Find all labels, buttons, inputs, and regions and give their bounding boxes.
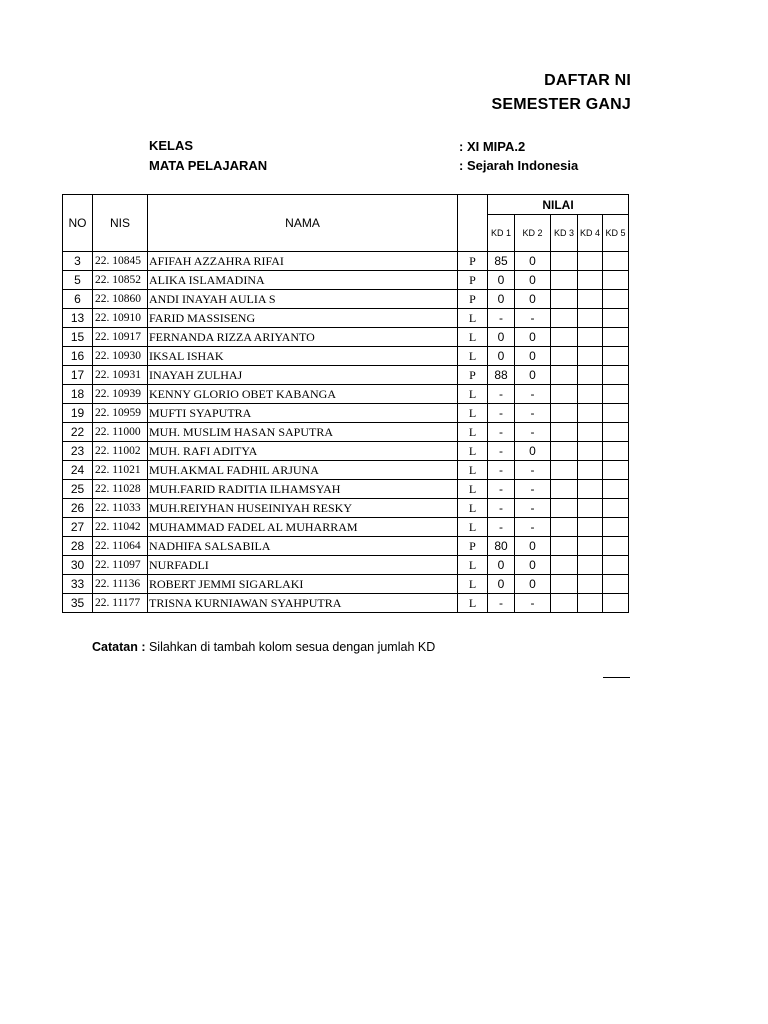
row-kd4 bbox=[578, 309, 603, 328]
row-kd4 bbox=[578, 271, 603, 290]
table-row bbox=[63, 480, 629, 499]
row-kd4 bbox=[578, 556, 603, 575]
table-row bbox=[63, 385, 629, 404]
row-kd2: 0 bbox=[515, 366, 551, 385]
row-nis: 22. 11000 bbox=[93, 423, 148, 442]
col-header-nama: NAMA bbox=[148, 195, 458, 252]
row-kd5 bbox=[603, 575, 629, 594]
row-kd1: 0 bbox=[488, 290, 515, 309]
row-jk: L bbox=[458, 556, 488, 575]
row-kd2: 0 bbox=[515, 537, 551, 556]
grade-table bbox=[62, 194, 629, 613]
row-kd2: 0 bbox=[515, 347, 551, 366]
row-jk: L bbox=[458, 480, 488, 499]
col-header-jk bbox=[458, 195, 488, 252]
row-no: 23 bbox=[63, 442, 93, 461]
table-row bbox=[63, 518, 629, 537]
row-no: 19 bbox=[63, 404, 93, 423]
table-row bbox=[63, 328, 629, 347]
doc-title-line1: DAFTAR NI bbox=[544, 72, 631, 89]
row-nama: ALIKA ISLAMADINA bbox=[148, 271, 458, 290]
row-kd2: - bbox=[515, 518, 551, 537]
mapel-value: : Sejarah Indonesia bbox=[459, 158, 579, 173]
row-nis: 22. 10910 bbox=[93, 309, 148, 328]
row-no: 6 bbox=[63, 290, 93, 309]
row-kd5 bbox=[603, 423, 629, 442]
row-kd2: 0 bbox=[515, 271, 551, 290]
row-kd3 bbox=[551, 385, 578, 404]
row-kd3 bbox=[551, 423, 578, 442]
row-jk: L bbox=[458, 518, 488, 537]
row-no: 33 bbox=[63, 575, 93, 594]
row-kd4 bbox=[578, 366, 603, 385]
row-kd4 bbox=[578, 404, 603, 423]
mapel-label: MATA PELAJARAN bbox=[149, 158, 268, 173]
row-kd4 bbox=[578, 575, 603, 594]
kd-header: KD 1 bbox=[488, 215, 515, 252]
row-kd3 bbox=[551, 328, 578, 347]
row-nama: MUFTI SYAPUTRA bbox=[148, 404, 458, 423]
row-kd3 bbox=[551, 537, 578, 556]
row-kd3 bbox=[551, 252, 578, 271]
row-nama: MUHAMMAD FADEL AL MUHARRAM bbox=[148, 518, 458, 537]
row-jk: L bbox=[458, 575, 488, 594]
row-kd3 bbox=[551, 271, 578, 290]
row-nama: NURFADLI bbox=[148, 556, 458, 575]
row-kd1: 0 bbox=[488, 328, 515, 347]
row-kd3 bbox=[551, 461, 578, 480]
row-nama: MUH.FARID RADITIA ILHAMSYAH bbox=[148, 480, 458, 499]
row-kd1: - bbox=[488, 423, 515, 442]
row-kd1: - bbox=[488, 499, 515, 518]
row-kd5 bbox=[603, 366, 629, 385]
row-kd5 bbox=[603, 556, 629, 575]
row-kd2: - bbox=[515, 423, 551, 442]
kelas-label: KELAS bbox=[149, 138, 194, 153]
row-jk: L bbox=[458, 499, 488, 518]
note bbox=[92, 640, 435, 654]
row-nis: 22. 10917 bbox=[93, 328, 148, 347]
row-nis: 22. 11042 bbox=[93, 518, 148, 537]
row-kd3 bbox=[551, 290, 578, 309]
row-no: 24 bbox=[63, 461, 93, 480]
row-jk: P bbox=[458, 290, 488, 309]
row-kd4 bbox=[578, 347, 603, 366]
row-kd4 bbox=[578, 423, 603, 442]
row-nis: 22. 11064 bbox=[93, 537, 148, 556]
row-nis: 22. 10939 bbox=[93, 385, 148, 404]
row-nis: 22. 11021 bbox=[93, 461, 148, 480]
row-nama: FARID MASSISENG bbox=[148, 309, 458, 328]
row-nis: 22. 10852 bbox=[93, 271, 148, 290]
row-nis: 22. 10931 bbox=[93, 366, 148, 385]
row-jk: L bbox=[458, 442, 488, 461]
row-kd2: - bbox=[515, 404, 551, 423]
row-kd3 bbox=[551, 442, 578, 461]
row-jk: L bbox=[458, 328, 488, 347]
row-kd2: 0 bbox=[515, 575, 551, 594]
table-row bbox=[63, 290, 629, 309]
row-kd5 bbox=[603, 518, 629, 537]
row-jk: L bbox=[458, 309, 488, 328]
table-row bbox=[63, 594, 629, 613]
row-kd5 bbox=[603, 594, 629, 613]
row-kd2: 0 bbox=[515, 442, 551, 461]
row-nis: 22. 11177 bbox=[93, 594, 148, 613]
row-nama: IKSAL ISHAK bbox=[148, 347, 458, 366]
row-kd2: 0 bbox=[515, 328, 551, 347]
table-row bbox=[63, 556, 629, 575]
row-kd1: - bbox=[488, 461, 515, 480]
row-jk: P bbox=[458, 537, 488, 556]
row-kd4 bbox=[578, 499, 603, 518]
row-kd5 bbox=[603, 499, 629, 518]
row-kd5 bbox=[603, 309, 629, 328]
row-nama: INAYAH ZULHAJ bbox=[148, 366, 458, 385]
row-kd1: 85 bbox=[488, 252, 515, 271]
row-no: 26 bbox=[63, 499, 93, 518]
row-kd3 bbox=[551, 366, 578, 385]
table-row bbox=[63, 347, 629, 366]
row-kd5 bbox=[603, 404, 629, 423]
row-nama: MUH.REIYHAN HUSEINIYAH RESKY bbox=[148, 499, 458, 518]
col-header-nilai: NILAI bbox=[488, 195, 629, 215]
row-kd3 bbox=[551, 347, 578, 366]
row-kd4 bbox=[578, 385, 603, 404]
row-kd4 bbox=[578, 461, 603, 480]
row-nis: 22. 11097 bbox=[93, 556, 148, 575]
row-no: 27 bbox=[63, 518, 93, 537]
row-kd2: - bbox=[515, 385, 551, 404]
row-kd2: 0 bbox=[515, 290, 551, 309]
col-header-nis: NIS bbox=[93, 195, 148, 252]
row-jk: L bbox=[458, 404, 488, 423]
row-kd5 bbox=[603, 461, 629, 480]
row-kd3 bbox=[551, 480, 578, 499]
col-header-no: NO bbox=[63, 195, 93, 252]
row-kd4 bbox=[578, 328, 603, 347]
row-jk: L bbox=[458, 347, 488, 366]
row-kd1: 0 bbox=[488, 575, 515, 594]
note-text: Silahkan di tambah kolom sesua dengan jumlah KD bbox=[145, 640, 436, 654]
row-kd5 bbox=[603, 442, 629, 461]
table-row bbox=[63, 575, 629, 594]
row-kd2: 0 bbox=[515, 556, 551, 575]
kd-header: KD 3 bbox=[551, 215, 578, 252]
row-kd1: - bbox=[488, 404, 515, 423]
row-nis: 22. 11028 bbox=[93, 480, 148, 499]
row-kd4 bbox=[578, 518, 603, 537]
row-jk: L bbox=[458, 423, 488, 442]
row-jk: P bbox=[458, 271, 488, 290]
row-no: 22 bbox=[63, 423, 93, 442]
table-row bbox=[63, 461, 629, 480]
kd-header: KD 2 bbox=[515, 215, 551, 252]
row-kd1: 88 bbox=[488, 366, 515, 385]
row-no: 13 bbox=[63, 309, 93, 328]
row-no: 16 bbox=[63, 347, 93, 366]
row-nis: 22. 11033 bbox=[93, 499, 148, 518]
row-nis: 22. 10930 bbox=[93, 347, 148, 366]
row-kd2: - bbox=[515, 499, 551, 518]
table-row bbox=[63, 366, 629, 385]
row-kd3 bbox=[551, 309, 578, 328]
row-nama: MUH. MUSLIM HASAN SAPUTRA bbox=[148, 423, 458, 442]
row-kd2: - bbox=[515, 594, 551, 613]
row-nama: MUH.AKMAL FADHIL ARJUNA bbox=[148, 461, 458, 480]
row-kd1: 80 bbox=[488, 537, 515, 556]
row-kd2: 0 bbox=[515, 252, 551, 271]
row-nama: ROBERT JEMMI SIGARLAKI bbox=[148, 575, 458, 594]
row-no: 17 bbox=[63, 366, 93, 385]
row-kd5 bbox=[603, 385, 629, 404]
table-row bbox=[63, 442, 629, 461]
table-row bbox=[63, 423, 629, 442]
row-nis: 22. 11002 bbox=[93, 442, 148, 461]
row-kd3 bbox=[551, 404, 578, 423]
row-nis: 22. 11136 bbox=[93, 575, 148, 594]
table-row bbox=[63, 404, 629, 423]
row-kd2: - bbox=[515, 309, 551, 328]
row-nama: AFIFAH AZZAHRA RIFAI bbox=[148, 252, 458, 271]
doc-title-line2: SEMESTER GANJ bbox=[491, 96, 631, 113]
row-kd1: 0 bbox=[488, 271, 515, 290]
row-nis: 22. 10959 bbox=[93, 404, 148, 423]
row-kd4 bbox=[578, 537, 603, 556]
row-kd1: - bbox=[488, 385, 515, 404]
row-no: 3 bbox=[63, 252, 93, 271]
row-nama: KENNY GLORIO OBET KABANGA bbox=[148, 385, 458, 404]
table-row bbox=[63, 271, 629, 290]
row-jk: L bbox=[458, 461, 488, 480]
row-kd1: - bbox=[488, 594, 515, 613]
row-kd1: - bbox=[488, 518, 515, 537]
row-nama: NADHIFA SALSABILA bbox=[148, 537, 458, 556]
row-kd2: - bbox=[515, 461, 551, 480]
row-kd3 bbox=[551, 499, 578, 518]
row-no: 35 bbox=[63, 594, 93, 613]
row-kd1: 0 bbox=[488, 347, 515, 366]
row-kd1: 0 bbox=[488, 556, 515, 575]
row-kd5 bbox=[603, 271, 629, 290]
row-kd5 bbox=[603, 252, 629, 271]
row-nis: 22. 10860 bbox=[93, 290, 148, 309]
note-label: Catatan : bbox=[92, 640, 146, 654]
row-kd5 bbox=[603, 537, 629, 556]
row-nama: MUH. RAFI ADITYA bbox=[148, 442, 458, 461]
row-kd5 bbox=[603, 347, 629, 366]
kd-header: KD 4 bbox=[578, 215, 603, 252]
row-nama: ANDI INAYAH AULIA S bbox=[148, 290, 458, 309]
row-kd3 bbox=[551, 594, 578, 613]
row-no: 18 bbox=[63, 385, 93, 404]
row-kd3 bbox=[551, 518, 578, 537]
kelas-value: : XI MIPA.2 bbox=[459, 139, 526, 154]
row-kd5 bbox=[603, 480, 629, 499]
table-row bbox=[63, 252, 629, 271]
row-kd4 bbox=[578, 480, 603, 499]
row-no: 15 bbox=[63, 328, 93, 347]
row-kd5 bbox=[603, 290, 629, 309]
row-jk: L bbox=[458, 385, 488, 404]
row-kd4 bbox=[578, 290, 603, 309]
row-jk: P bbox=[458, 252, 488, 271]
row-no: 30 bbox=[63, 556, 93, 575]
row-kd3 bbox=[551, 575, 578, 594]
row-no: 28 bbox=[63, 537, 93, 556]
row-kd4 bbox=[578, 442, 603, 461]
row-nama: TRISNA KURNIAWAN SYAHPUTRA bbox=[148, 594, 458, 613]
row-jk: P bbox=[458, 366, 488, 385]
signature-line bbox=[603, 677, 630, 678]
row-kd1: - bbox=[488, 442, 515, 461]
row-no: 25 bbox=[63, 480, 93, 499]
row-kd4 bbox=[578, 594, 603, 613]
row-kd1: - bbox=[488, 480, 515, 499]
table-body bbox=[63, 252, 629, 613]
table-row bbox=[63, 537, 629, 556]
row-kd5 bbox=[603, 328, 629, 347]
row-kd3 bbox=[551, 556, 578, 575]
row-kd1: - bbox=[488, 309, 515, 328]
table-row bbox=[63, 499, 629, 518]
row-no: 5 bbox=[63, 271, 93, 290]
row-nis: 22. 10845 bbox=[93, 252, 148, 271]
kd-header: KD 5 bbox=[603, 215, 629, 252]
table-row bbox=[63, 309, 629, 328]
row-kd4 bbox=[578, 252, 603, 271]
row-nama: FERNANDA RIZZA ARIYANTO bbox=[148, 328, 458, 347]
row-kd2: - bbox=[515, 480, 551, 499]
row-jk: L bbox=[458, 594, 488, 613]
